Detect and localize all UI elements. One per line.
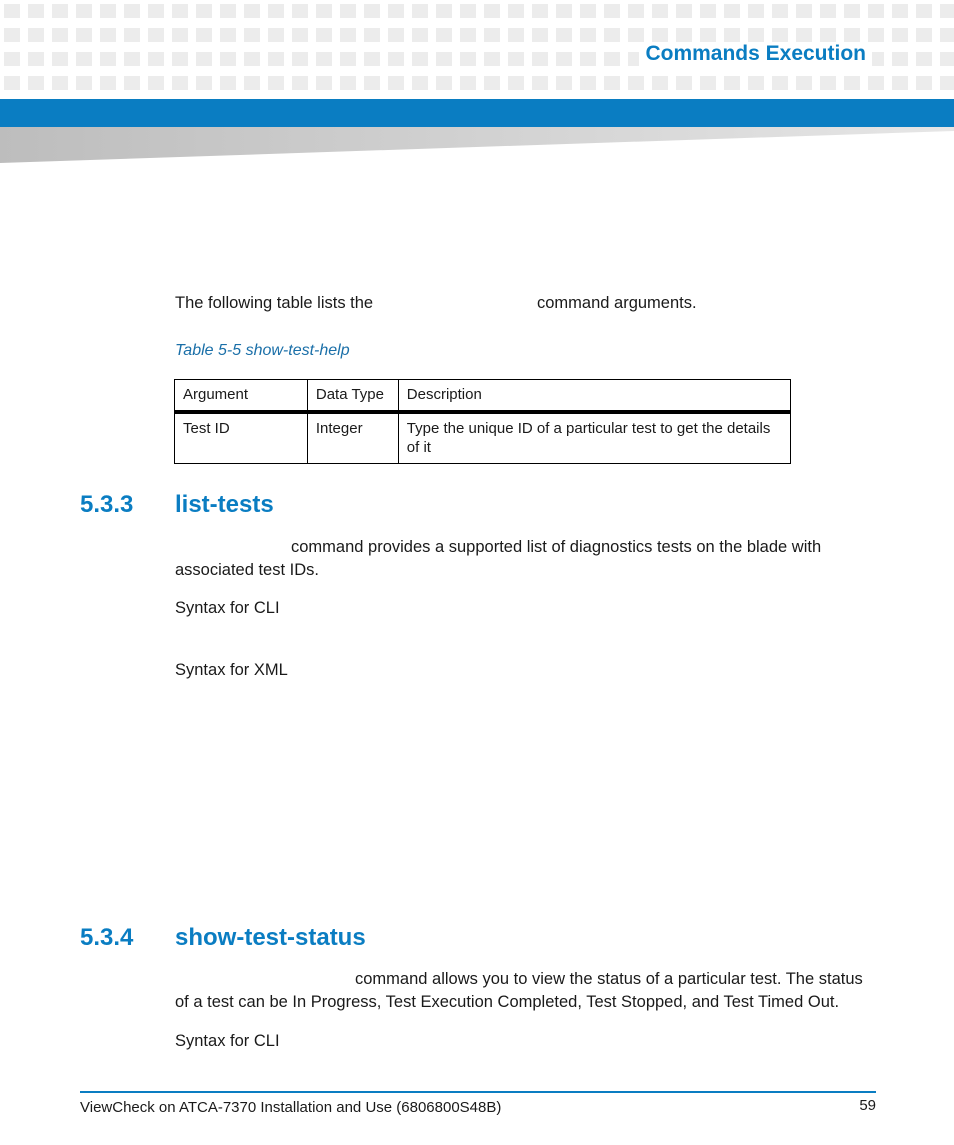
footer-divider	[80, 1091, 876, 1093]
column-header-argument: Argument	[175, 380, 308, 413]
running-header-title: Commands Execution	[639, 42, 872, 66]
list-tests-paragraph-line2: associated test IDs.	[175, 561, 319, 579]
section-number-5-3-4: 5.3.4	[80, 924, 134, 951]
list-tests-paragraph-line1: command provides a supported list of diagnostics tests on the blade with	[291, 538, 822, 556]
column-header-data-type: Data Type	[307, 380, 398, 413]
section-title-show-test-status: show-test-status	[175, 924, 366, 951]
intro-text-after: command arguments.	[537, 294, 697, 312]
header-blue-band	[0, 99, 954, 127]
cell-description: Type the unique ID of a particular test to get the details of it	[398, 412, 790, 464]
arguments-table	[174, 379, 791, 464]
footer-page-number: 59	[859, 1097, 876, 1114]
cell-argument: Test ID	[175, 412, 308, 464]
show-test-status-paragraph-line1: command allows you to view the status of a particular test. The status	[355, 970, 863, 988]
table-header-row	[175, 380, 791, 413]
table-caption: Table 5-5 show-test-help	[175, 342, 350, 359]
list-tests-syntax-cli-label: Syntax for CLI	[175, 599, 280, 617]
show-test-status-paragraph-line2: of a test can be In Progress, Test Execution Completed, Test Stopped, and Test Timed Out.	[175, 993, 840, 1011]
column-header-description: Description	[398, 380, 790, 413]
intro-text-before: The following table lists the	[175, 294, 374, 312]
header-grey-swoosh	[0, 127, 954, 163]
section-number-5-3-3: 5.3.3	[80, 491, 134, 518]
show-test-status-syntax-cli-label: Syntax for CLI	[175, 1032, 280, 1050]
section-title-list-tests: list-tests	[175, 491, 274, 518]
list-tests-syntax-xml-label: Syntax for XML	[175, 661, 288, 679]
cell-data-type: Integer	[307, 412, 398, 464]
footer-document-title: ViewCheck on ATCA-7370 Installation and Use (6806800S48B)	[80, 1099, 502, 1116]
table-row	[175, 412, 791, 464]
